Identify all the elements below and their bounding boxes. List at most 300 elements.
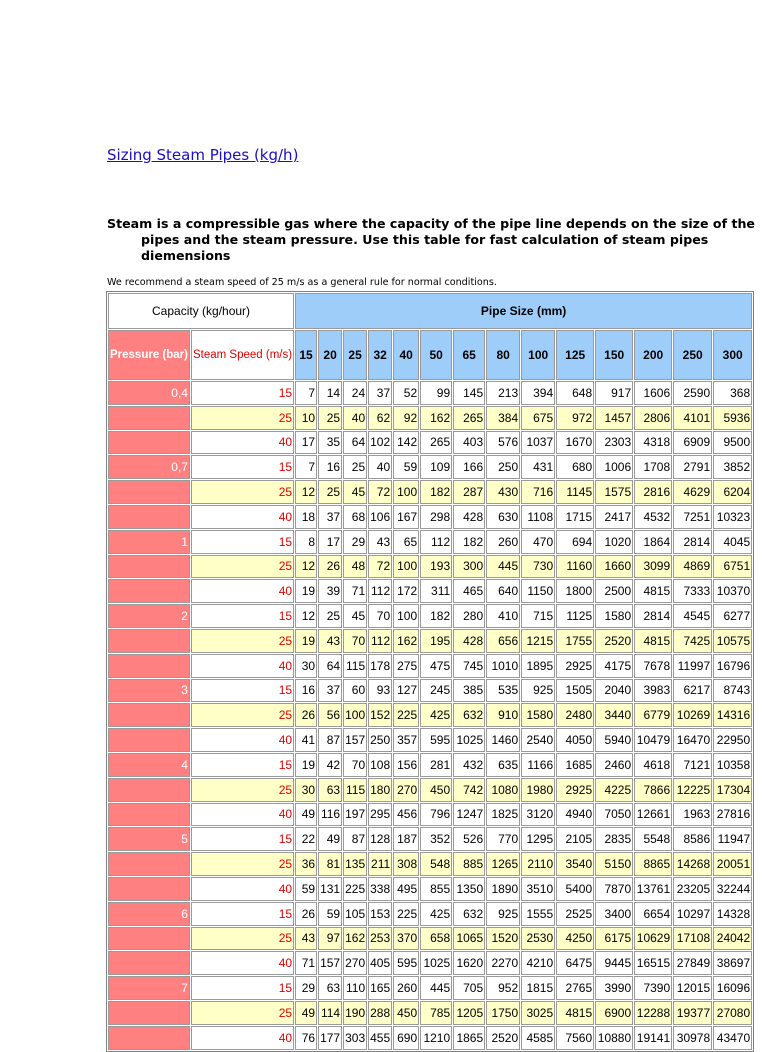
capacity-cell: 4318 [634,431,672,455]
pressure-cell [108,431,190,455]
capacity-cell: 1606 [634,381,672,405]
capacity-cell: 1865 [453,1026,485,1050]
capacity-cell: 1295 [521,827,555,851]
capacity-cell: 59 [295,877,317,901]
capacity-cell: 182 [420,480,452,504]
capacity-cell: 100 [393,604,419,628]
capacity-cell: 16096 [713,976,752,1000]
capacity-cell: 1890 [486,877,520,901]
capacity-cell: 7390 [634,976,672,1000]
capacity-cell: 7050 [595,803,633,827]
capacity-cell: 1210 [420,1026,452,1050]
capacity-cell: 105 [343,902,367,926]
capacity-cell: 43 [295,927,317,951]
capacity-cell: 1580 [521,703,555,727]
speed-cell: 25 [191,555,294,579]
capacity-cell: 48 [343,555,367,579]
capacity-cell: 92 [393,406,419,430]
pressure-cell: 7 [108,976,190,1000]
capacity-cell: 260 [486,530,520,554]
speed-cell: 25 [191,629,294,653]
capacity-cell: 4210 [521,951,555,975]
capacity-cell: 35 [318,431,342,455]
pressure-cell [108,555,190,579]
capacity-cell: 770 [486,827,520,851]
capacity-cell: 70 [368,604,392,628]
table-row [108,629,752,653]
capacity-cell: 8586 [673,827,712,851]
capacity-cell: 311 [420,579,452,603]
capacity-cell: 187 [393,827,419,851]
speed-cell: 15 [191,902,294,926]
capacity-cell: 428 [453,629,485,653]
capacity-cell: 535 [486,679,520,703]
capacity-cell: 475 [420,654,452,678]
table-row [108,555,752,579]
capacity-cell: 16515 [634,951,672,975]
capacity-cell: 162 [420,406,452,430]
capacity-cell: 6217 [673,679,712,703]
capacity-cell: 37 [368,381,392,405]
speed-cell: 40 [191,728,294,752]
table-body [108,293,752,1050]
capacity-cell: 63 [318,976,342,1000]
capacity-cell: 45 [343,604,367,628]
pressure-cell [108,703,190,727]
capacity-cell: 1660 [595,555,633,579]
capacity-cell: 2590 [673,381,712,405]
capacity-cell: 4250 [556,927,594,951]
capacity-cell: 32244 [713,877,752,901]
pipe-size-65: 65 [453,330,485,380]
speed-cell: 15 [191,753,294,777]
capacity-cell: 14268 [673,852,712,876]
capacity-cell: 127 [393,679,419,703]
capacity-cell: 430 [486,480,520,504]
capacity-cell: 12661 [634,803,672,827]
capacity-cell: 680 [556,455,594,479]
capacity-cell: 128 [368,827,392,851]
capacity-cell: 39 [318,579,342,603]
capacity-cell: 630 [486,505,520,529]
capacity-cell: 632 [453,703,485,727]
pressure-cell [108,654,190,678]
table-row [108,827,752,851]
capacity-cell: 25 [318,604,342,628]
capacity-cell: 2835 [595,827,633,851]
table-row [108,877,752,901]
capacity-cell: 26 [295,902,317,926]
capacity-cell: 3099 [634,555,672,579]
pipe-size-250: 250 [673,330,712,380]
capacity-cell: 428 [453,505,485,529]
capacity-cell: 7560 [556,1026,594,1050]
capacity-cell: 595 [393,951,419,975]
capacity-cell: 190 [343,1001,367,1025]
capacity-cell: 16 [295,679,317,703]
capacity-cell: 2765 [556,976,594,1000]
capacity-cell: 71 [343,579,367,603]
pipe-size-125: 125 [556,330,594,380]
capacity-cell: 370 [393,927,419,951]
capacity-cell: 4815 [634,629,672,653]
capacity-cell: 10575 [713,629,752,653]
pipe-size-32: 32 [368,330,392,380]
steam-pipe-table [106,291,754,1052]
capacity-cell: 405 [368,951,392,975]
capacity-cell: 81 [318,852,342,876]
capacity-cell: 425 [420,902,452,926]
pressure-cell [108,1026,190,1050]
capacity-cell: 115 [343,654,367,678]
capacity-cell: 30978 [673,1026,712,1050]
capacity-cell: 49 [318,827,342,851]
capacity-cell: 1020 [595,530,633,554]
capacity-cell: 1520 [486,927,520,951]
capacity-cell: 100 [393,555,419,579]
capacity-cell: 225 [393,902,419,926]
capacity-cell: 112 [368,629,392,653]
capacity-cell: 7866 [634,778,672,802]
capacity-cell: 182 [420,604,452,628]
capacity-cell: 3540 [556,852,594,876]
speed-cell: 40 [191,579,294,603]
pipe-size-100: 100 [521,330,555,380]
capacity-cell: 10479 [634,728,672,752]
capacity-cell: 3983 [634,679,672,703]
capacity-cell: 275 [393,654,419,678]
pressure-cell: 0,7 [108,455,190,479]
capacity-cell: 716 [521,480,555,504]
capacity-cell: 135 [343,852,367,876]
pressure-cell: 3 [108,679,190,703]
capacity-cell: 180 [368,778,392,802]
capacity-cell: 2925 [556,778,594,802]
capacity-cell: 640 [486,579,520,603]
capacity-cell: 281 [420,753,452,777]
capacity-cell: 22 [295,827,317,851]
capacity-cell: 952 [486,976,520,1000]
capacity-cell: 394 [521,381,555,405]
capacity-cell: 6909 [673,431,712,455]
capacity-cell: 1205 [453,1001,485,1025]
capacity-header: Capacity (kg/hour) [108,293,294,329]
capacity-cell: 68 [343,505,367,529]
capacity-cell: 4101 [673,406,712,430]
speed-cell: 15 [191,604,294,628]
capacity-cell: 12015 [673,976,712,1000]
capacity-cell: 25 [318,406,342,430]
pressure-cell [108,877,190,901]
capacity-cell: 14316 [713,703,752,727]
capacity-cell: 13761 [634,877,672,901]
speed-cell: 15 [191,455,294,479]
table-row [108,505,752,529]
capacity-cell: 1555 [521,902,555,926]
capacity-cell: 37 [318,679,342,703]
capacity-cell: 19 [295,629,317,653]
capacity-cell: 6204 [713,480,752,504]
speed-cell: 15 [191,679,294,703]
pipe-size-20: 20 [318,330,342,380]
capacity-cell: 41 [295,728,317,752]
capacity-cell: 1895 [521,654,555,678]
capacity-cell: 14328 [713,902,752,926]
capacity-cell: 2040 [595,679,633,703]
capacity-cell: 1350 [453,877,485,901]
pressure-cell [108,505,190,529]
capacity-cell: 26 [318,555,342,579]
capacity-cell: 25 [318,480,342,504]
capacity-cell: 10358 [713,753,752,777]
pressure-cell: 6 [108,902,190,926]
capacity-cell: 19377 [673,1001,712,1025]
table-row [108,604,752,628]
capacity-cell: 162 [393,629,419,653]
capacity-cell: 4545 [673,604,712,628]
capacity-cell: 112 [368,579,392,603]
capacity-cell: 64 [343,431,367,455]
capacity-cell: 62 [368,406,392,430]
capacity-cell: 445 [420,976,452,1000]
table-row [108,1001,752,1025]
capacity-cell: 49 [295,1001,317,1025]
speed-cell: 40 [191,951,294,975]
pipe-size-80: 80 [486,330,520,380]
capacity-cell: 25 [343,455,367,479]
capacity-cell: 2110 [521,852,555,876]
capacity-cell: 368 [713,381,752,405]
capacity-cell: 72 [368,555,392,579]
capacity-cell: 1505 [556,679,594,703]
capacity-cell: 17304 [713,778,752,802]
capacity-cell: 1025 [420,951,452,975]
capacity-cell: 19141 [634,1026,672,1050]
table-row [108,455,752,479]
capacity-cell: 265 [420,431,452,455]
capacity-cell: 287 [453,480,485,504]
capacity-cell: 4629 [673,480,712,504]
capacity-cell: 288 [368,1001,392,1025]
capacity-cell: 1457 [595,406,633,430]
capacity-cell: 245 [420,679,452,703]
capacity-cell: 796 [420,803,452,827]
capacity-cell: 27080 [713,1001,752,1025]
capacity-cell: 730 [521,555,555,579]
capacity-cell: 308 [393,852,419,876]
capacity-cell: 24042 [713,927,752,951]
capacity-cell: 4585 [521,1026,555,1050]
capacity-cell: 495 [393,877,419,901]
capacity-cell: 2500 [595,579,633,603]
capacity-cell: 917 [595,381,633,405]
capacity-cell: 109 [420,455,452,479]
capacity-cell: 40 [368,455,392,479]
pipe-size-15: 15 [295,330,317,380]
capacity-cell: 1620 [453,951,485,975]
capacity-cell: 250 [368,728,392,752]
capacity-cell: 300 [453,555,485,579]
capacity-cell: 87 [343,827,367,851]
header-row-2 [108,330,752,380]
header-row-1 [108,293,752,329]
capacity-cell: 12 [295,480,317,504]
speed-cell: 40 [191,1026,294,1050]
capacity-cell: 2925 [556,654,594,678]
capacity-cell: 213 [486,381,520,405]
capacity-cell: 1670 [556,431,594,455]
speed-cell: 40 [191,803,294,827]
capacity-cell: 6751 [713,555,752,579]
capacity-cell: 2540 [521,728,555,752]
capacity-cell: 72 [368,480,392,504]
capacity-cell: 29 [295,976,317,1000]
capacity-cell: 9445 [595,951,633,975]
page-title-link[interactable]: Sizing Steam Pipes (kg/h) [107,146,299,164]
capacity-cell: 167 [393,505,419,529]
pressure-cell: 2 [108,604,190,628]
capacity-cell: 43 [318,629,342,653]
speed-cell: 15 [191,976,294,1000]
capacity-cell: 910 [486,703,520,727]
capacity-cell: 6654 [634,902,672,926]
capacity-cell: 456 [393,803,419,827]
capacity-cell: 445 [486,555,520,579]
speed-cell: 40 [191,654,294,678]
capacity-cell: 10269 [673,703,712,727]
capacity-cell: 1037 [521,431,555,455]
capacity-cell: 45 [343,480,367,504]
capacity-cell: 114 [318,1001,342,1025]
capacity-cell: 384 [486,406,520,430]
capacity-cell: 1708 [634,455,672,479]
pressure-cell [108,480,190,504]
capacity-cell: 470 [521,530,555,554]
capacity-cell: 7121 [673,753,712,777]
capacity-cell: 465 [453,579,485,603]
pressure-cell: 1 [108,530,190,554]
capacity-cell: 172 [393,579,419,603]
capacity-cell: 42 [318,753,342,777]
capacity-cell: 1460 [486,728,520,752]
capacity-cell: 1166 [521,753,555,777]
capacity-cell: 270 [343,951,367,975]
pressure-cell [108,778,190,802]
table-row [108,406,752,430]
capacity-cell: 1160 [556,555,594,579]
table-row [108,381,752,405]
capacity-cell: 7 [295,381,317,405]
capacity-cell: 76 [295,1026,317,1050]
capacity-cell: 425 [420,703,452,727]
capacity-cell: 265 [453,406,485,430]
capacity-cell: 225 [393,703,419,727]
capacity-cell: 6900 [595,1001,633,1025]
capacity-cell: 1800 [556,579,594,603]
capacity-cell: 5940 [595,728,633,752]
capacity-cell: 16 [318,455,342,479]
capacity-cell: 63 [318,778,342,802]
table-row [108,728,752,752]
speed-cell: 25 [191,1001,294,1025]
capacity-cell: 450 [420,778,452,802]
capacity-cell: 2806 [634,406,672,430]
capacity-cell: 972 [556,406,594,430]
capacity-cell: 2270 [486,951,520,975]
capacity-cell: 71 [295,951,317,975]
capacity-cell: 1575 [595,480,633,504]
table-row [108,976,752,1000]
capacity-cell: 5936 [713,406,752,430]
capacity-cell: 1980 [521,778,555,802]
pipe-size-300: 300 [713,330,752,380]
capacity-cell: 17108 [673,927,712,951]
capacity-cell: 925 [521,679,555,703]
capacity-cell: 16796 [713,654,752,678]
table-row [108,431,752,455]
pressure-header: Pressure (bar) [108,330,190,380]
capacity-cell: 2791 [673,455,712,479]
capacity-cell: 7678 [634,654,672,678]
capacity-cell: 715 [521,604,555,628]
capacity-cell: 855 [420,877,452,901]
pressure-cell [108,951,190,975]
capacity-cell: 11947 [713,827,752,851]
capacity-cell: 648 [556,381,594,405]
pressure-cell [108,728,190,752]
table-row [108,480,752,504]
capacity-cell: 3025 [521,1001,555,1025]
capacity-cell: 20051 [713,852,752,876]
capacity-cell: 3440 [595,703,633,727]
capacity-cell: 10629 [634,927,672,951]
capacity-cell: 2417 [595,505,633,529]
capacity-cell: 6475 [556,951,594,975]
capacity-cell: 1215 [521,629,555,653]
capacity-cell: 431 [521,455,555,479]
capacity-cell: 2303 [595,431,633,455]
capacity-cell: 450 [393,1001,419,1025]
capacity-cell: 65 [393,530,419,554]
capacity-cell: 1010 [486,654,520,678]
capacity-cell: 8743 [713,679,752,703]
capacity-cell: 1864 [634,530,672,554]
capacity-cell: 1825 [486,803,520,827]
capacity-cell: 403 [453,431,485,455]
capacity-cell: 12225 [673,778,712,802]
capacity-cell: 7333 [673,579,712,603]
capacity-cell: 4940 [556,803,594,827]
capacity-cell: 193 [420,555,452,579]
pipe-size-150: 150 [595,330,633,380]
pressure-cell: 5 [108,827,190,851]
capacity-cell: 17 [295,431,317,455]
capacity-cell: 385 [453,679,485,703]
capacity-cell: 3990 [595,976,633,1000]
capacity-cell: 1125 [556,604,594,628]
capacity-cell: 526 [453,827,485,851]
capacity-cell: 280 [453,604,485,628]
capacity-cell: 165 [368,976,392,1000]
capacity-cell: 153 [368,902,392,926]
capacity-cell: 270 [393,778,419,802]
pressure-cell [108,927,190,951]
capacity-cell: 5400 [556,877,594,901]
capacity-cell: 4869 [673,555,712,579]
capacity-cell: 99 [420,381,452,405]
table-row [108,703,752,727]
capacity-cell: 3510 [521,877,555,901]
